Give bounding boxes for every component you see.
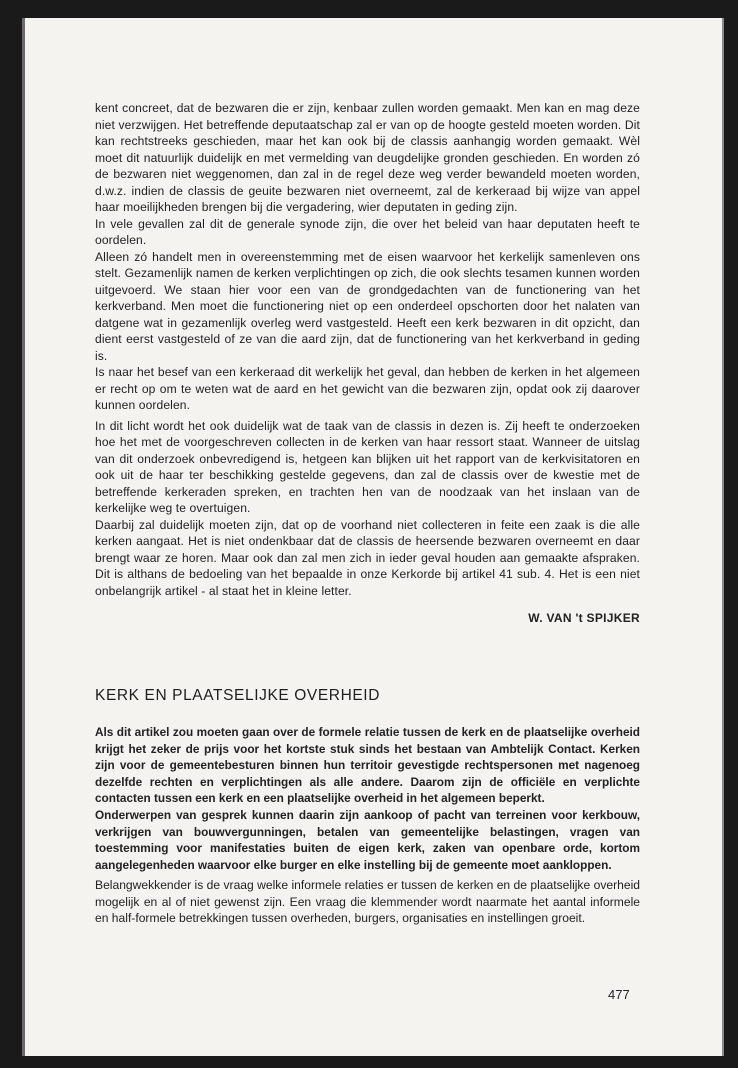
scan-edge-right-inner bbox=[722, 18, 724, 1056]
paragraph: kent concreet, dat de bezwaren die er zijn, kenbaar zullen worden gemaakt. Men kan en mag deze niet verzwijgen. Het betreffende deputaatschap zal er van op de hoogte gesteld moeten worden. Dit kan rechtstreeks geschieden, maar het kan ook bij de classis aanhangig worden gemaakt. Wèl moet dit natuurlijk duidelijk en met vermelding van deugdelijke gronden geschieden. En worden zó de bezwaren niet weggenomen, dan zal in de regel deze weg verder bewandeld moeten worden, d.w.z. indien de classis de geuite bezwaren niet overneemt, zal de kerkeraad bij wijze van appel haar moeilijkheden brengen bij die vergadering, wier deputaten in geding zijn. bbox=[95, 101, 640, 214]
paragraph: Alleen zó handelt men in overeenstemming met de eisen waarvoor het kerkelijk samenleven ons stelt. Gezamenlijk namen de kerken verplichtingen op zich, die ook slechts tesamen kunnen worden uitgevoerd. We staan hier voor een van de grondgedachten van de functionering van het kerkverband. Men moet die functionering niet op een onderdeel opschorten door het nalaten van datgene wat in gezamenlijk overleg werd vastgesteld. Heeft een kerk bezwaren in dit opzicht, dan dient eerst vastgesteld of ze van die aard zijn, dat de functionering van het kerkverband in geding is. bbox=[95, 249, 640, 363]
article-heading: KERK EN PLAATSELIJKE OVERHEID bbox=[95, 687, 381, 704]
paragraph: Is naar het besef van een kerkeraad dit werkelijk het geval, dan hebben de kerken in het algemeen er recht op om te weten wat de aard en het gewicht van die bezwaren zijn, opdat ook zij daarover kunnen oordelen. bbox=[95, 365, 640, 412]
content-column bbox=[95, 100, 640, 927]
scan-edge-left-inner bbox=[22, 18, 25, 1068]
intro-paragraph: Onderwerpen van gesprek kunnen daarin zijn aankoop of pacht van terreinen voor kerkbouw, verkrijgen van bouwvergunningen, betalen van gemeentelijke belastingen, vragen van toestemming voor manifestaties buiten de eigen kerk, zaken van openbare orde, kortom aangelegenheden waarvoor elke burger en elke instelling bij de gemeente moet aankloppen. bbox=[95, 807, 640, 872]
scan-edge-right bbox=[724, 0, 738, 1068]
article-continued bbox=[95, 100, 640, 599]
article-body bbox=[95, 877, 640, 927]
paragraph: In dit licht wordt het ook duidelijk wat de taak van de classis in dezen is. Zij heeft te onderzoeken hoe het met de voorgeschreven collecten in de kerken van haar ressort staat. Wanneer de uitslag van dit onderzoek onbevredigend is, hetgeen kan blijken uit het rapport van de kerkvisitatoren en ook uit de haar ter beschikking gestelde gegevens, dan zal de classis over de kwestie met de betreffende kerkeraden spreken, en trachten hen van de noodzaak van het inslaan van de kerkelijke weg te overtuigen. bbox=[95, 418, 640, 515]
paragraph: Daarbij zal duidelijk moeten zijn, dat op de voorhand niet collecteren in feite een zaak is die alle kerken aangaat. Het is niet ondenkbaar dat de classis de heersende bezwaren overneemt en daar brengt waar ze horen. Maar ook dan zal men zich in ieder geval houden aan gemaakte afspraken. Dit is althans de bedoeling van het bepaalde in onze Kerkorde bij artikel 41 sub. 4. Het is een niet onbelangrijk artikel - al staat het in kleine letter. bbox=[95, 517, 640, 598]
paragraph: Belangwekkender is de vraag welke informele relaties er tussen de kerken en de plaatselijke overheid mogelijk en al of niet gewenst zijn. Een vraag die klemmender wordt naarmate het aantal informele en half-formele betrekkingen tussen overheden, burgers, organisaties en instellingen groeit. bbox=[95, 878, 640, 926]
intro-paragraph: Als dit artikel zou moeten gaan over de formele relatie tussen de kerk en de plaatselijke overheid krijgt het zeker de prijs voor het kortste stuk sinds het bestaan van Ambtelijk Contact. Kerken zijn voor de gemeentebesturen binnen hun territoir gevestigde rechtspersonen met nagenoeg dezelfde rechten en verplichtingen als alle andere. Daarom zijn de officiële en verplichte contacten tussen een kerk en een plaatselijke overheid in het algemeen beperkt. bbox=[95, 725, 640, 806]
article-intro bbox=[95, 724, 640, 873]
author-signature: W. VAN 't SPIJKER bbox=[528, 611, 640, 625]
scan-edge-bottom bbox=[22, 1056, 738, 1068]
page-number: 477 bbox=[608, 987, 630, 1002]
scan-edge-top bbox=[20, 0, 738, 18]
scan-edge-left bbox=[0, 0, 22, 1068]
paragraph: In vele gevallen zal dit de generale synode zijn, die over het beleid van haar deputaten heeft te oordelen. bbox=[95, 216, 640, 247]
